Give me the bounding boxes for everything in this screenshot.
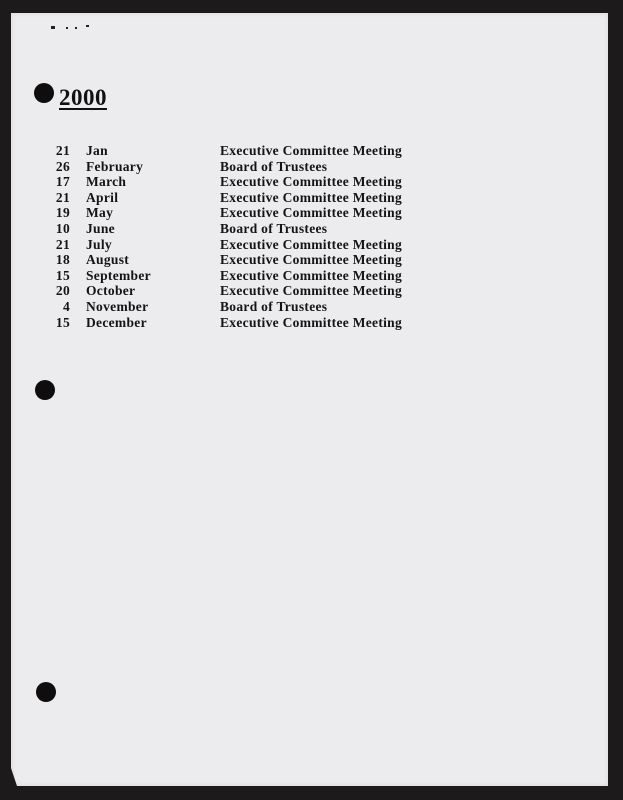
schedule-event: Executive Committee Meeting	[220, 174, 403, 190]
scan-speck	[51, 26, 55, 29]
schedule-month: April	[86, 189, 119, 205]
schedule-month: July	[86, 236, 112, 252]
schedule-event: Executive Committee Meeting	[220, 314, 403, 330]
scan-speck	[75, 27, 77, 29]
schedule-event: Board of Trustees	[220, 158, 328, 174]
schedule-day: 21	[55, 189, 70, 205]
schedule-day: 4	[62, 298, 70, 314]
schedule-month: Jan	[86, 143, 108, 158]
year-heading: 2000	[59, 85, 107, 110]
schedule-event: Executive Committee Meeting	[220, 267, 403, 283]
schedule-event: Executive Committee Meeting	[220, 189, 403, 205]
schedule-event: Executive Committee Meeting	[220, 252, 403, 268]
schedule-day: 10	[55, 220, 70, 236]
schedule-month: March	[86, 174, 127, 190]
schedule-day: 15	[55, 314, 70, 330]
schedule-month: October	[86, 283, 136, 299]
schedule-event: Executive Committee Meeting	[220, 143, 403, 158]
paper-sheet	[11, 13, 608, 786]
schedule-event: Executive Committee Meeting	[220, 283, 403, 299]
schedule-month: September	[86, 267, 151, 283]
schedule-day: 21	[55, 236, 70, 252]
scan-speck	[86, 25, 89, 27]
schedule-day: 20	[55, 283, 70, 299]
schedule-month: February	[86, 158, 144, 174]
punch-hole-bottom	[36, 682, 56, 702]
schedule-day: 17	[55, 174, 70, 190]
schedule-day: 18	[55, 252, 70, 268]
scan-speck	[66, 27, 68, 29]
schedule-day: 19	[55, 205, 70, 221]
schedule-event: Board of Trustees	[220, 220, 328, 236]
punch-hole-top	[34, 83, 54, 103]
schedule-month: August	[86, 252, 130, 268]
punch-hole-middle	[35, 380, 55, 400]
schedule-event: Executive Committee Meeting	[220, 236, 403, 252]
schedule-day: 26	[55, 158, 70, 174]
paper-corner-fold	[11, 768, 17, 786]
schedule-event: Executive Committee Meeting	[220, 205, 403, 221]
schedule-month: June	[86, 220, 115, 236]
schedule-month: May	[86, 205, 114, 221]
schedule-month: November	[86, 298, 149, 314]
schedule-day: 21	[55, 143, 70, 158]
schedule-month: December	[86, 314, 147, 330]
schedule-day: 15	[55, 267, 70, 283]
schedule-event: Board of Trustees	[220, 298, 328, 314]
